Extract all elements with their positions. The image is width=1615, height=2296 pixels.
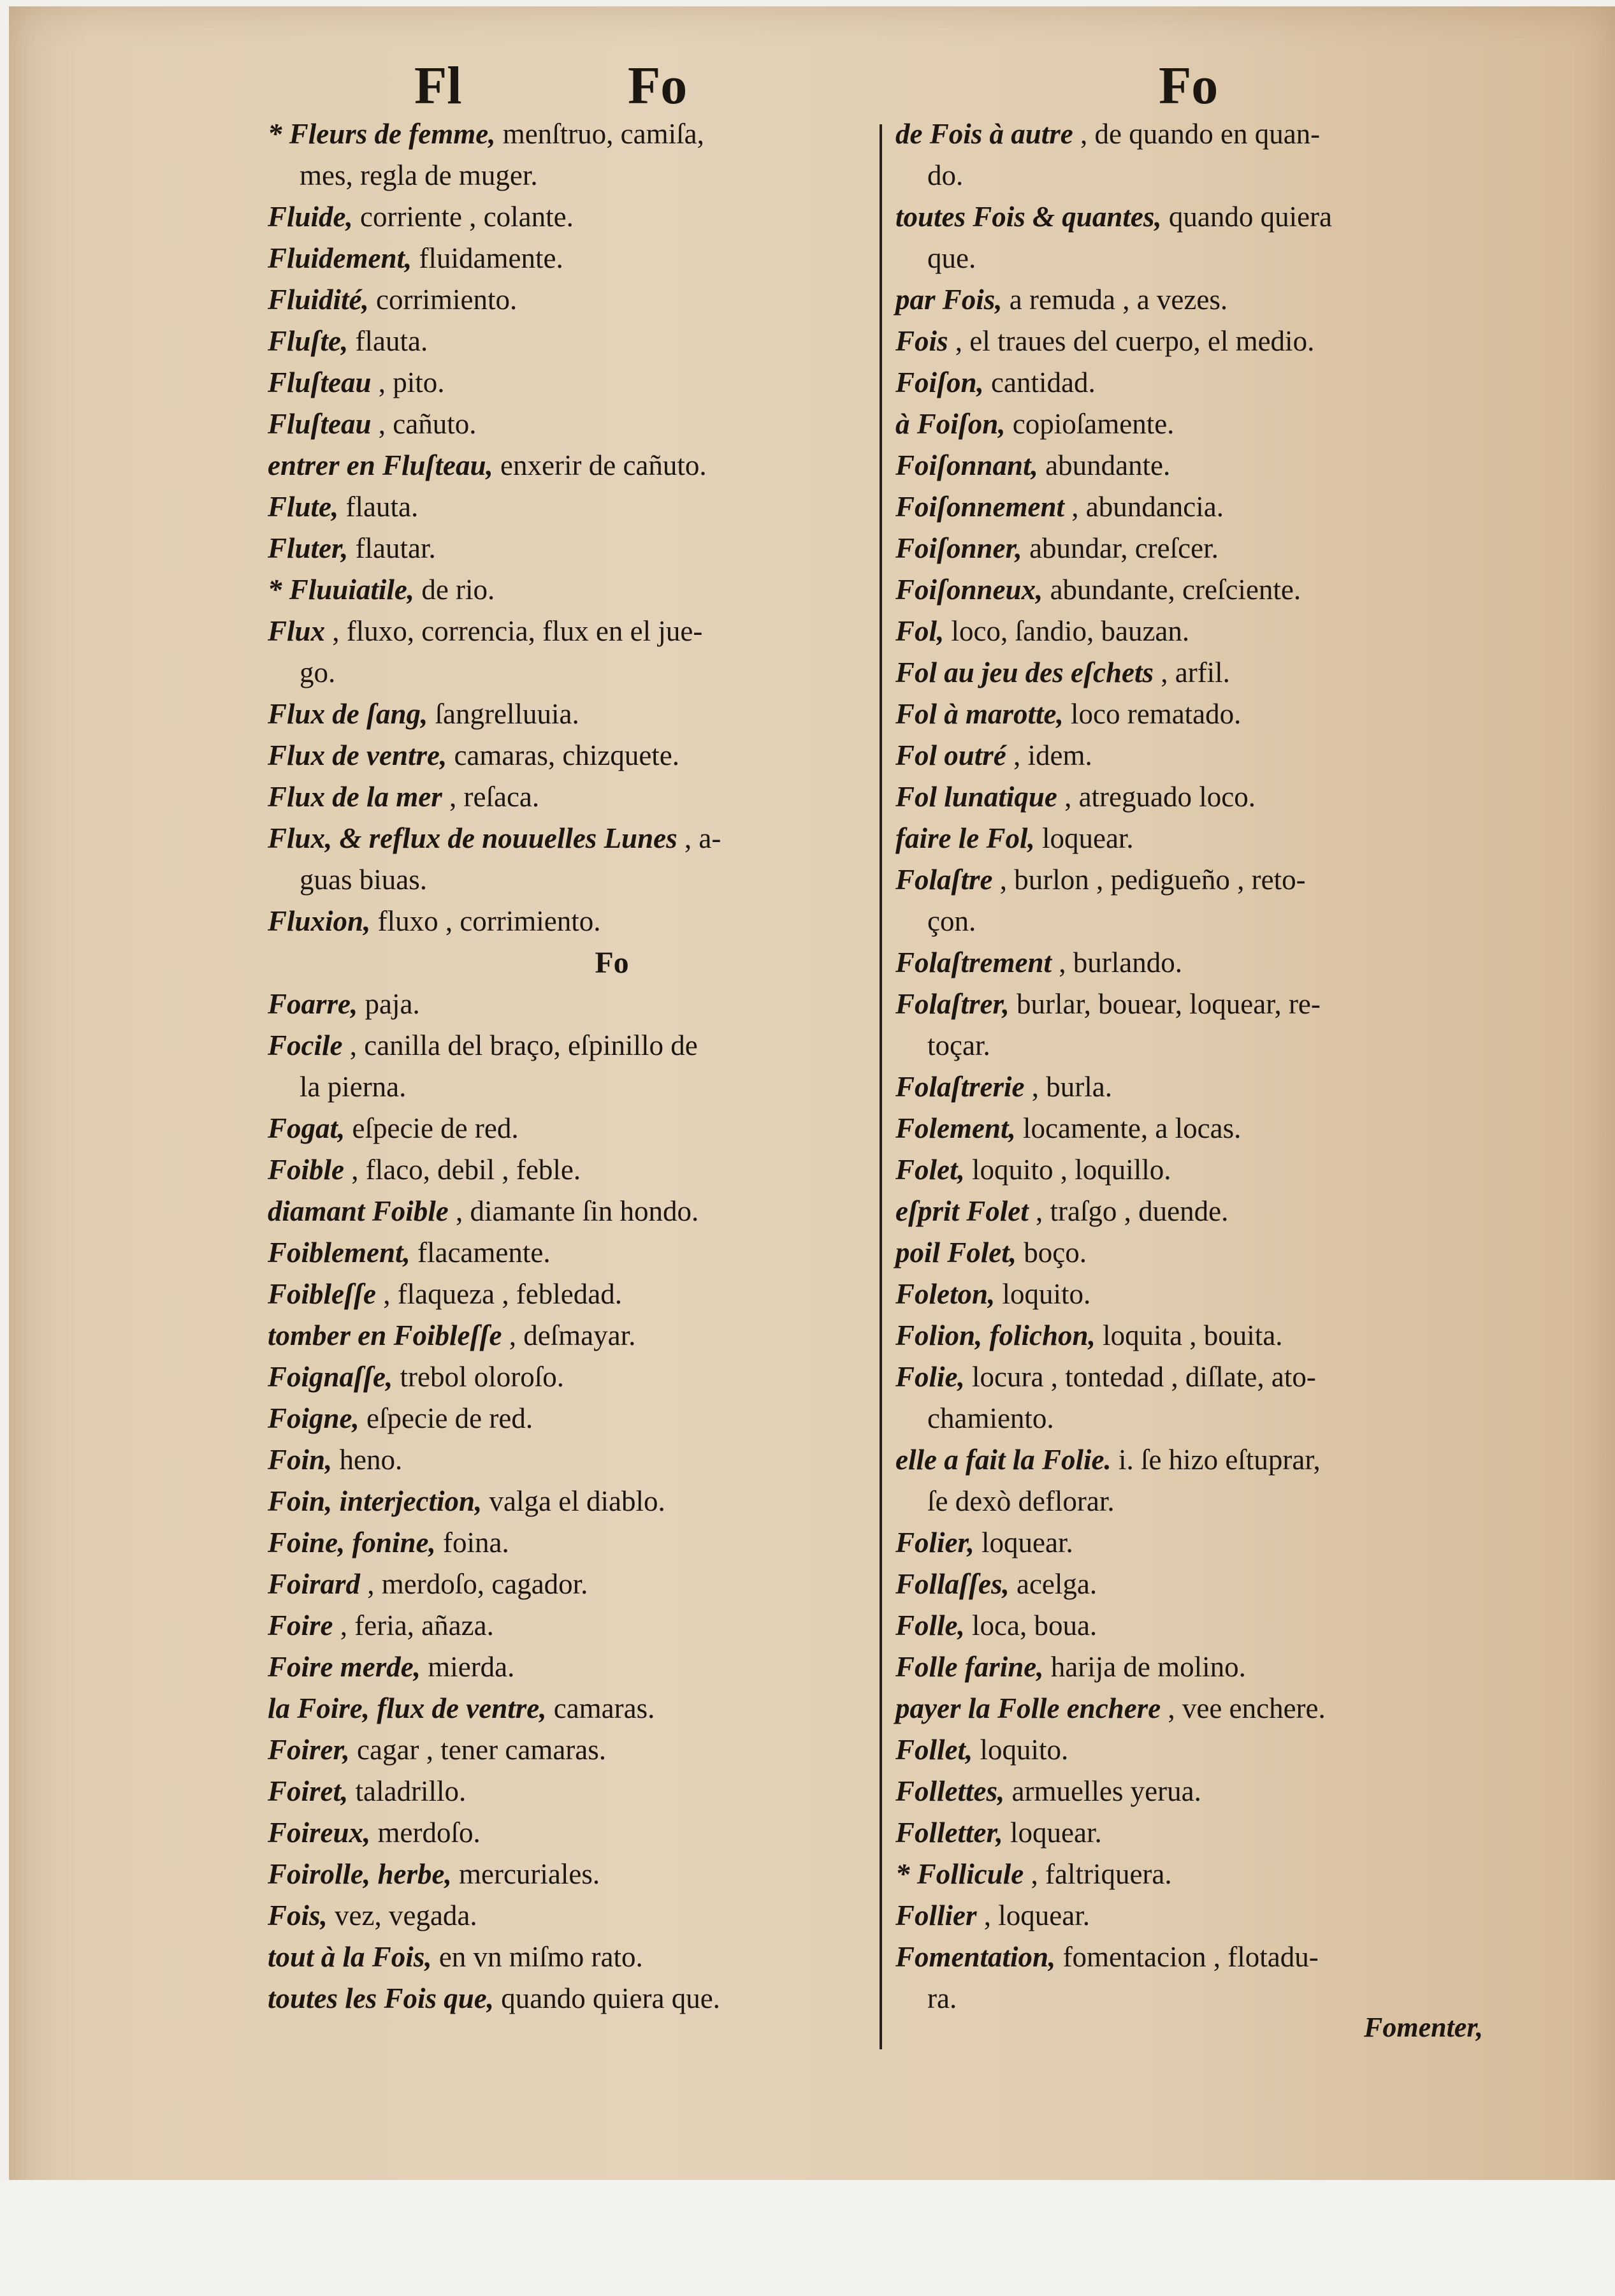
entry-headword: payer la Folle enchere (895, 1692, 1161, 1724)
entry-headword: Folet, (895, 1154, 965, 1186)
entry-translation: , cañuto. (371, 408, 477, 440)
entry-translation: eſpecie de red. (359, 1402, 533, 1434)
entry-translation: flauta. (348, 325, 428, 357)
entry-translation: , diamante ſin hondo. (448, 1195, 699, 1227)
entry-headword: Flux de ſang, (268, 698, 428, 730)
entry-headword: Flute, (268, 491, 339, 523)
dictionary-entry (268, 1398, 880, 1439)
entry-translation: , flaco, debil , feble. (344, 1154, 581, 1186)
entry-translation: , faltriquera. (1024, 1858, 1172, 1890)
entry-translation: menſtruo, camiſa, (495, 118, 704, 150)
entry-translation: , de quando en quan- (1073, 118, 1321, 150)
entry-translation: foina. (435, 1527, 509, 1559)
entry-headword: Foirer, (268, 1734, 350, 1766)
dictionary-entry (895, 238, 1533, 279)
dictionary-entry (895, 196, 1533, 238)
dictionary-entry (268, 1895, 880, 1936)
entry-headword: Folaſtrerie (895, 1071, 1025, 1103)
entry-headword: Flux de ventre, (268, 739, 447, 771)
dictionary-entry (895, 1191, 1533, 1232)
dictionary-entry (895, 1729, 1533, 1771)
entry-translation: cagar , tener camaras. (349, 1734, 607, 1766)
dictionary-entry (268, 984, 880, 1025)
entry-headword: Foibleſſe (268, 1278, 376, 1310)
entry-translation: flautar. (348, 532, 436, 564)
entry-headword: Foin, interjection, (268, 1485, 482, 1517)
entry-translation: , traſgo , duende. (1028, 1195, 1229, 1227)
right-column (895, 113, 1533, 2019)
entry-headword: Fol lunatique (895, 781, 1057, 813)
entry-translation: , burlando. (1052, 947, 1182, 978)
dictionary-entry (268, 652, 880, 694)
dictionary-entry (268, 1729, 880, 1771)
dictionary-entry (895, 1605, 1533, 1646)
entry-translation: loquear. (1034, 822, 1134, 854)
entry-headword: Foigne, (268, 1402, 359, 1434)
dictionary-entry (268, 1315, 880, 1356)
entry-headword: Fluidement, (268, 242, 412, 274)
entry-headword: la Foire, flux de ventre, (268, 1692, 547, 1724)
dictionary-entry (268, 1274, 880, 1315)
entry-headword: par Fois, (895, 284, 1003, 316)
entry-headword: Foignaſſe, (268, 1361, 393, 1393)
dictionary-entry (895, 1936, 1533, 1978)
entry-translation: paja. (358, 988, 420, 1020)
dictionary-entry (895, 362, 1533, 403)
dictionary-entry (895, 1398, 1533, 1439)
dictionary-entry (268, 1854, 880, 1895)
dictionary-entry (895, 1564, 1533, 1605)
entry-translation: , vee enchere. (1161, 1692, 1326, 1724)
entry-translation: fluxo , corrimiento. (370, 905, 601, 937)
left-column (268, 113, 880, 2019)
dictionary-entry (895, 611, 1533, 652)
dictionary-entry (895, 984, 1533, 1025)
dictionary-entry (268, 1564, 880, 1605)
dictionary-entry (268, 569, 880, 611)
entry-translation: corrimiento. (368, 284, 518, 316)
entry-translation: loquear. (974, 1527, 1073, 1559)
entry-headword: toutes les Fois que, (268, 1982, 495, 2014)
dictionary-entry (268, 1646, 880, 1688)
entry-translation: çon. (927, 905, 976, 937)
entry-translation: a remuda , a vezes. (1002, 284, 1228, 316)
entry-headword: de Fois à autre (895, 118, 1073, 150)
entry-translation: de rio. (414, 574, 495, 606)
entry-translation: loquear. (1003, 1817, 1102, 1849)
entry-translation: guas biuas. (300, 864, 427, 896)
dictionary-entry (268, 1191, 880, 1232)
entry-translation: mercuriales. (451, 1858, 600, 1890)
dictionary-entry (895, 1812, 1533, 1854)
entry-headword: poil Folet, (895, 1237, 1017, 1268)
dictionary-entry (895, 445, 1533, 486)
entry-translation: fomentacion , flotadu- (1055, 1941, 1319, 1973)
entry-translation: go. (300, 657, 336, 688)
entry-translation: fluidamente. (412, 242, 563, 274)
entry-headword: elle a fait la Folie. (895, 1444, 1112, 1476)
dictionary-entry (268, 901, 880, 942)
dictionary-entry (268, 321, 880, 362)
catchword: Fomenter, (1364, 2012, 1484, 2043)
entry-headword: Foirard (268, 1568, 361, 1600)
entry-headword: Folaſtrement (895, 947, 1052, 978)
dictionary-entry (268, 818, 880, 859)
entry-headword: Fluſte, (268, 325, 349, 357)
dictionary-entry (268, 1232, 880, 1274)
dictionary-entry (895, 901, 1533, 942)
entry-translation: corriente , colante. (352, 201, 574, 233)
entry-translation: eſpecie de red. (345, 1112, 519, 1144)
entry-headword: Folion, folichon, (895, 1319, 1096, 1351)
dictionary-entry (268, 362, 880, 403)
dictionary-entry (268, 1149, 880, 1191)
entry-translation: que. (927, 242, 976, 274)
dictionary-entry (268, 859, 880, 901)
entry-headword: Fogat, (268, 1112, 345, 1144)
entry-translation: merdoſo. (370, 1817, 481, 1849)
running-head-right: Fo (1159, 56, 1219, 115)
dictionary-entry (268, 445, 880, 486)
entry-translation: , fluxo, correncia, flux en el jue- (325, 615, 703, 647)
entry-translation: boço. (1017, 1237, 1087, 1268)
entry-headword: Foiſon, (895, 367, 984, 398)
dictionary-entry (268, 1481, 880, 1522)
dictionary-entry (268, 776, 880, 818)
entry-headword: Foin, (268, 1444, 333, 1476)
entry-translation: i. ſe hizo eſtuprar, (1111, 1444, 1321, 1476)
dictionary-entry (895, 1771, 1533, 1812)
running-head-left-b: Fo (628, 56, 688, 115)
dictionary-entry (895, 1108, 1533, 1149)
dictionary-entry (895, 652, 1533, 694)
dictionary-entry (895, 1854, 1533, 1895)
dictionary-entry (895, 321, 1533, 362)
entry-translation: valga el diablo. (482, 1485, 665, 1517)
entry-headword: Foiret, (268, 1775, 349, 1807)
dictionary-entry (895, 569, 1533, 611)
entry-headword: Foleton, (895, 1278, 996, 1310)
entry-headword: Fol au jeu des eſchets (895, 657, 1154, 688)
entry-headword: Foire merde, (268, 1651, 421, 1683)
entry-headword: tout à la Fois, (268, 1941, 432, 1973)
entry-translation: mes, regla de muger. (300, 159, 538, 191)
dictionary-entry (268, 113, 880, 155)
dictionary-entry (268, 694, 880, 735)
entry-translation: , canilla del braço, eſpinillo de (342, 1029, 698, 1061)
entry-headword: à Foiſon, (895, 408, 1006, 440)
dictionary-entry (268, 279, 880, 321)
entry-translation: , burla. (1024, 1071, 1112, 1103)
entry-headword: Flux de la mer (268, 781, 442, 813)
entry-translation: burlar, bouear, loquear, re- (1009, 988, 1321, 1020)
dictionary-entry (268, 528, 880, 569)
entry-headword: Foiſonnement (895, 491, 1065, 523)
dictionary-entry (268, 1439, 880, 1481)
entry-translation: enxerir de cañuto. (493, 449, 707, 481)
dictionary-entry (895, 818, 1533, 859)
entry-headword: Flux, & reflux de nouuelles Lunes (268, 822, 677, 854)
entry-translation: mierda. (420, 1651, 515, 1683)
entry-translation: vez, vegada. (327, 1900, 477, 1931)
entry-translation: , merdoſo, cagador. (360, 1568, 588, 1600)
entry-translation: ra. (927, 1982, 957, 2014)
entry-headword: * Fluuiatile, (268, 574, 415, 606)
entry-headword: Fol, (895, 615, 945, 647)
entry-headword: Fol outré (895, 739, 1006, 771)
entry-translation: , atreguado loco. (1057, 781, 1256, 813)
entry-headword: toutes Fois & quantes, (895, 201, 1162, 233)
entry-headword: Folaſtrer, (895, 988, 1010, 1020)
entry-headword: Follier (895, 1900, 977, 1931)
entry-translation: locamente, a locas. (1015, 1112, 1242, 1144)
dictionary-entry (268, 1025, 880, 1066)
entry-translation: , el traues del cuerpo, el medio. (948, 325, 1315, 357)
dictionary-entry (268, 1108, 880, 1149)
entry-translation: copioſamente. (1005, 408, 1175, 440)
dictionary-entry (268, 1771, 880, 1812)
entry-headword: Foire (268, 1609, 333, 1641)
entry-headword: Fluter, (268, 532, 349, 564)
dictionary-entry (895, 1439, 1533, 1481)
entry-translation: toçar. (927, 1029, 990, 1061)
entry-translation: , pito. (371, 367, 445, 398)
entry-translation: , flaqueza , febledad. (375, 1278, 622, 1310)
entry-translation: flacamente. (410, 1237, 551, 1268)
entry-translation: heno. (332, 1444, 403, 1476)
entry-translation: trebol oloroſo. (393, 1361, 564, 1393)
dictionary-entry (895, 942, 1533, 984)
entry-translation: loco, ſandio, bauzan. (944, 615, 1190, 647)
entry-headword: Fois, (268, 1900, 328, 1931)
entry-translation: , loquear. (976, 1900, 1090, 1931)
entry-translation: , a- (677, 822, 721, 854)
entry-headword: Foine, fonine, (268, 1527, 436, 1559)
entry-headword: Folement, (895, 1112, 1016, 1144)
entry-translation: loco rematado. (1063, 698, 1242, 730)
dictionary-entry (895, 1274, 1533, 1315)
entry-headword: Folletter, (895, 1817, 1003, 1849)
dictionary-entry (895, 1522, 1533, 1564)
entry-headword: Fluide, (268, 201, 353, 233)
entry-translation: en vn miſmo rato. (431, 1941, 643, 1973)
dictionary-entry (268, 1605, 880, 1646)
entry-translation: loquito , loquillo. (964, 1154, 1171, 1186)
entry-translation: , abundancia. (1064, 491, 1224, 523)
entry-headword: Foiſonner, (895, 532, 1022, 564)
entry-headword: diamant Foible (268, 1195, 449, 1227)
entry-headword: Folaſtre (895, 864, 993, 896)
dictionary-entry (268, 611, 880, 652)
section-heading: Fo (595, 946, 629, 980)
entry-translation: loquito. (973, 1734, 1069, 1766)
entry-translation: quando quiera (1161, 201, 1333, 233)
dictionary-entry (268, 1356, 880, 1398)
dictionary-entry (895, 776, 1533, 818)
entry-translation: , idem. (1006, 739, 1092, 771)
dictionary-entry (895, 1232, 1533, 1274)
entry-translation: flauta. (338, 491, 419, 523)
dictionary-entry (895, 1895, 1533, 1936)
dictionary-entry (268, 1936, 880, 1978)
entry-headword: Fluſteau (268, 408, 372, 440)
entry-headword: eſprit Folet (895, 1195, 1029, 1227)
dictionary-entry (895, 1688, 1533, 1729)
dictionary-entry (895, 1149, 1533, 1191)
column-rule (880, 124, 882, 2049)
dictionary-entry (895, 403, 1533, 445)
dictionary-entry (895, 486, 1533, 528)
entry-headword: Foarre, (268, 988, 358, 1020)
entry-headword: Folle farine, (895, 1651, 1044, 1683)
entry-headword: Folier, (895, 1527, 974, 1559)
entry-headword: Flux (268, 615, 326, 647)
entry-headword: Fluxion, (268, 905, 371, 937)
entry-headword: Foireux, (268, 1817, 371, 1849)
dictionary-entry (895, 155, 1533, 196)
entry-translation: harija de molino. (1043, 1651, 1246, 1683)
dictionary-entry (895, 1481, 1533, 1522)
entry-translation: , deſmayar. (502, 1319, 636, 1351)
dictionary-entry (268, 196, 880, 238)
entry-translation: ſe dexò deflorar. (927, 1485, 1115, 1517)
entry-headword: Follaſſes, (895, 1568, 1010, 1600)
entry-headword: Focile (268, 1029, 343, 1061)
running-head-left-a: Fl (414, 56, 462, 115)
entry-headword: Folle, (895, 1609, 965, 1641)
entry-translation: la pierna. (300, 1071, 407, 1103)
entry-translation: loquita , bouita. (1095, 1319, 1283, 1351)
entry-headword: Foible (268, 1154, 344, 1186)
entry-headword: Foiſonneux, (895, 574, 1043, 606)
entry-headword: Fomentation, (895, 1941, 1056, 1973)
entry-translation: acelga. (1009, 1568, 1097, 1600)
dictionary-entry (895, 859, 1533, 901)
entry-translation: , feria, añaza. (333, 1609, 494, 1641)
entry-translation: loca, boua. (964, 1609, 1097, 1641)
entry-translation: do. (927, 159, 964, 191)
dictionary-entry (268, 403, 880, 445)
entry-translation: quando quiera que. (494, 1982, 720, 2014)
entry-translation: chamiento. (927, 1402, 1054, 1434)
entry-translation: camaras. (546, 1692, 655, 1724)
dictionary-entry (268, 1812, 880, 1854)
dictionary-entry (268, 1688, 880, 1729)
entry-translation: , reſaca. (442, 781, 540, 813)
entry-headword: Foiſonnant, (895, 449, 1038, 481)
dictionary-entry (268, 735, 880, 776)
entry-headword: * Fleurs de femme, (268, 118, 496, 150)
dictionary-entry (895, 735, 1533, 776)
dictionary-entry (895, 1066, 1533, 1108)
dictionary-entry (895, 1356, 1533, 1398)
entry-headword: faire le Fol, (895, 822, 1035, 854)
entry-translation: taladrillo. (348, 1775, 467, 1807)
entry-translation: abundante, creſciente. (1043, 574, 1301, 606)
dictionary-entry (268, 1066, 880, 1108)
entry-translation: abundante. (1038, 449, 1171, 481)
entry-translation: cantidad. (983, 367, 1096, 398)
dictionary-entry (268, 486, 880, 528)
entry-translation: loquito. (995, 1278, 1091, 1310)
dictionary-entry (268, 1522, 880, 1564)
dictionary-entry (895, 279, 1533, 321)
entry-translation: camaras, chizquete. (447, 739, 680, 771)
dictionary-entry (895, 1025, 1533, 1066)
dictionary-entry (895, 113, 1533, 155)
entry-headword: Foiblement, (268, 1237, 410, 1268)
entry-translation: , arfil. (1153, 657, 1230, 688)
entry-headword: Follet, (895, 1734, 973, 1766)
dictionary-entry (895, 528, 1533, 569)
entry-translation: ſangrelluuia. (428, 698, 579, 730)
entry-headword: Fluſteau (268, 367, 372, 398)
entry-headword: Follettes, (895, 1775, 1005, 1807)
dictionary-entry (895, 1315, 1533, 1356)
entry-translation: locura , tontedad , diſlate, ato- (964, 1361, 1316, 1393)
entry-headword: Fois (895, 325, 948, 357)
entry-headword: tomber en Foibleſſe (268, 1319, 502, 1351)
entry-headword: Fol à marotte, (895, 698, 1064, 730)
entry-translation: armuelles yerua. (1004, 1775, 1201, 1807)
dictionary-entry (268, 155, 880, 196)
dictionary-entry (895, 1646, 1533, 1688)
entry-headword: Foirolle, herbe, (268, 1858, 452, 1890)
entry-headword: Folie, (895, 1361, 965, 1393)
entry-translation: , burlon , pedigueño , reto- (992, 864, 1306, 896)
scan-margin (0, 2180, 1615, 2296)
entry-headword: Fluidité, (268, 284, 369, 316)
entry-translation: abundar, creſcer. (1022, 532, 1219, 564)
entry-headword: entrer en Fluſteau, (268, 449, 493, 481)
dictionary-entry (895, 694, 1533, 735)
entry-headword: * Follicule (895, 1858, 1024, 1890)
dictionary-entry (268, 238, 880, 279)
dictionary-entry (268, 1978, 880, 2019)
